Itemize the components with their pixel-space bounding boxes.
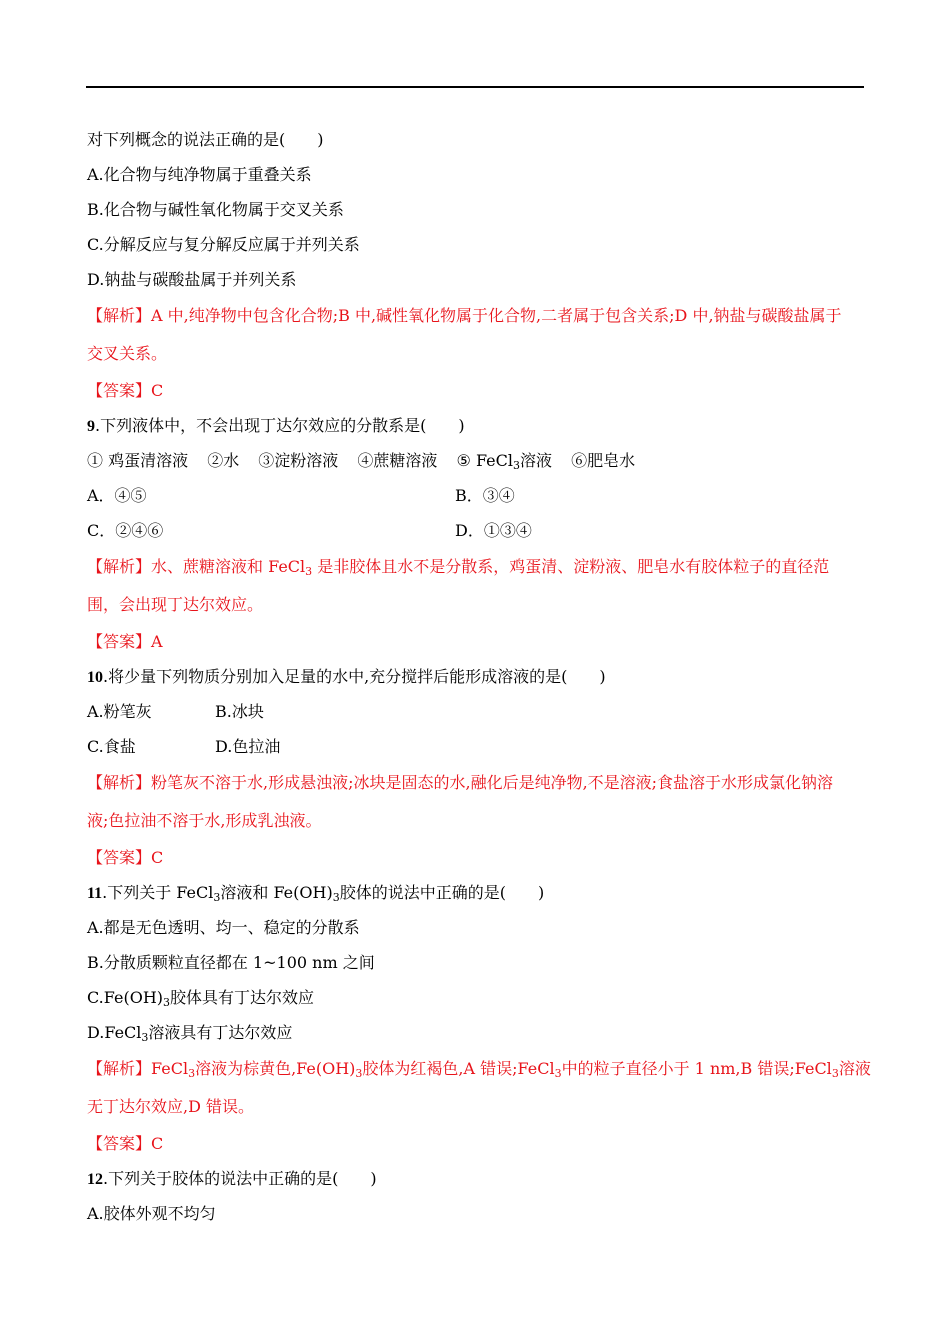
q9-analysis-line2: 围，会出现丁达尔效应。: [87, 595, 264, 614]
q9-options-row2: [87, 513, 867, 548]
q9-option-c: C．②④⑥: [87, 521, 164, 540]
q10-answer: 【答案】C: [87, 848, 164, 867]
q8-option-c: C.分解反应与复分解反应属于并列关系: [87, 235, 360, 254]
q10-analysis-line2: 液;色拉油不溶于水,形成乳浊液。: [87, 811, 322, 830]
q11-option-b: B.分散质颗粒直径都在 1~100 nm 之间: [87, 953, 375, 972]
q9-item-6: ⑥肥皂水: [571, 451, 636, 470]
q10-stem: [87, 659, 867, 694]
q11-analysis-line1: 【解析】FeCl$_3$溶液为棕黄色$,Fe(OH)_3$胶体为红褐色,A 错误;FeCl$_3$中的粒子直径小于 1 nm,B 错误;FeCl$_3$溶液: [87, 1059, 871, 1080]
q8-stem: 对下列概念的说法正确的是( ): [87, 130, 324, 149]
q9-options-row1: [87, 478, 867, 513]
q8-option-b: B.化合物与碱性氧化物属于交叉关系: [87, 200, 344, 219]
q11-option-d: D.FeCl$_3$溶液具有丁达尔效应: [87, 1023, 293, 1044]
q12-stem: [87, 1161, 867, 1196]
q10-options-row1: [87, 694, 867, 729]
q11-answer: 【答案】C: [87, 1134, 164, 1153]
q11-option-c: $C.Fe(OH)_3$胶体具有丁达尔效应: [87, 988, 315, 1009]
q11-number: 11: [87, 885, 103, 902]
q11-stem: 11.下列关于 FeCl$_3$溶液和 $Fe(OH)_3$胶体的说法中正确的是( ): [87, 883, 545, 904]
q9-stem-text: .下列液体中，不会出现丁达尔效应的分散系是( ): [95, 416, 465, 435]
q9-item-4: ④蔗糖溶液: [357, 451, 438, 470]
document-body: [87, 122, 871, 1231]
q9-answer: 【答案】A: [87, 632, 163, 651]
q8-analysis-line2: 交叉关系。: [87, 344, 168, 363]
q8-option-a: A.化合物与纯净物属于重叠关系: [87, 165, 312, 184]
q9-number: 9: [87, 418, 95, 435]
q10-option-d: D.色拉油: [215, 737, 281, 756]
q10-options-row2: [87, 729, 867, 764]
q10-option-a: A.粉笔灰: [87, 702, 152, 721]
q9-items: [87, 443, 867, 478]
q9-option-a: A．④⑤: [87, 486, 147, 505]
q12-option-a: A.胶体外观不均匀: [87, 1204, 216, 1223]
q9-item-1: ① 鸡蛋清溶液: [87, 451, 189, 470]
q9-item-2: ②水: [207, 451, 240, 470]
q9-stem: [87, 408, 867, 443]
q9-analysis-line1: 【解析】水、蔗糖溶液和 FeCl$_3$ 是非胶体且水不是分散系，鸡蛋清、淀粉液、肥皂水有胶体粒子的直径范: [87, 557, 830, 578]
q8-analysis-line1: 【解析】A 中,纯净物中包含化合物;B 中,碱性氧化物属于化合物,二者属于包含关系;D 中,钠盐与碳酸盐属于: [87, 306, 842, 325]
header-rule: [86, 86, 864, 88]
q11-analysis-line2: 无丁达尔效应,D 错误。: [87, 1097, 255, 1116]
q10-number: 10: [87, 669, 103, 686]
q10-analysis-line1: 【解析】粉笔灰不溶于水,形成悬浊液;冰块是固态的水,融化后是纯净物,不是溶液;食盐溶于水形成氯化钠溶: [87, 773, 834, 792]
q9-item-5: ⑤ FeCl$_3$溶液: [456, 451, 553, 472]
q10-option-b: B.冰块: [215, 702, 264, 721]
q8-option-d: D.钠盐与碳酸盐属于并列关系: [87, 270, 297, 289]
q9-option-b: B．③④: [455, 486, 515, 505]
q9-item-3: ③淀粉溶液: [258, 451, 339, 470]
q12-number: 12: [87, 1171, 103, 1188]
q8-answer: 【答案】C: [87, 381, 164, 400]
q12-stem-text: .下列关于胶体的说法中正确的是( ): [103, 1169, 377, 1188]
q10-stem-text: .将少量下列物质分别加入足量的水中,充分搅拌后能形成溶液的是( ): [103, 667, 606, 686]
q11-option-a: A.都是无色透明、均一、稳定的分散系: [87, 918, 360, 937]
q10-option-c: C.食盐: [87, 737, 136, 756]
q9-option-d: D．①③④: [455, 521, 532, 540]
